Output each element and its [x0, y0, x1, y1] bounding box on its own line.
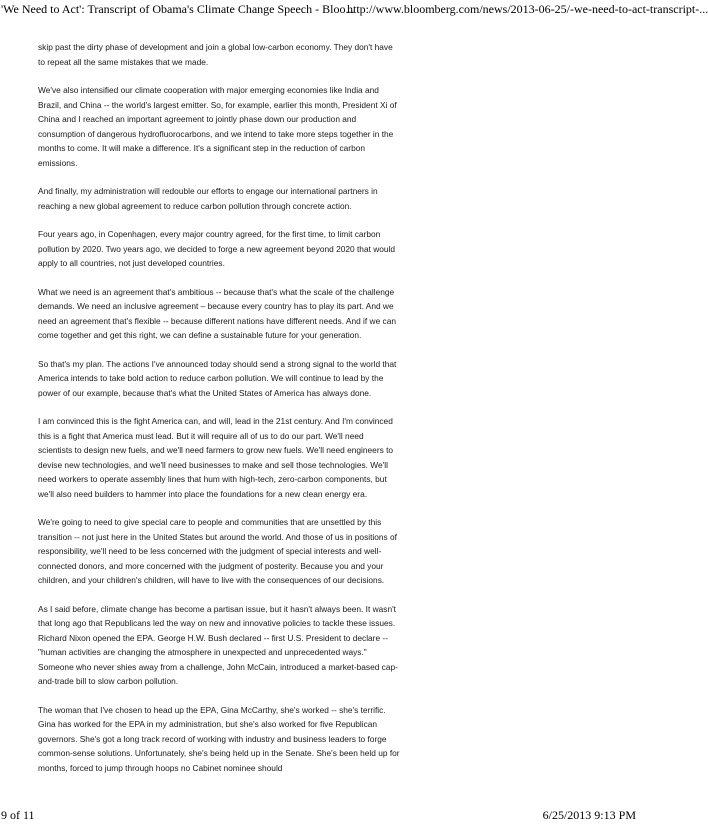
print-header [0, 0, 708, 18]
paragraph: As I said before, climate change has become a partisan issue, but it hasn't always been. It wasn't that long ago that Republicans led the way on new and innovative policies to tackle these issues. Richard Nixon opened the EPA. George H.W. Bush declared -- first U.S. President to declare -- "human activities are changing the atmosphere in unexpected and unprecedented ways." Someone who never shies away from a challenge, John McCain, introduced a market-based cap-and-trade bill to slow carbon pollution. [38, 603, 398, 686]
paragraph: I am convinced this is the fight America can, and will, lead in the 21st century. And I'm convinced this is a fight that America must lead. But it will require all of us to do our part. We'll need scientists to design new fuels, and we'll need farmers to grow new fuels. We'll need engineers to devise new technologies, and we'll need businesses to make and sell those technologies. We'll need workers to operate assembly lines that hum with high-tech, zero-carbon components, but we'll also need builders to hammer into place the foundations for a new clean energy era. [38, 416, 394, 499]
page-title: 'We Need to Act': Transcript of Obama's Climate Change Speech - Bloo... [1, 2, 355, 16]
page-number: 9 of 11 [1, 808, 35, 822]
paragraph: The woman that I've chosen to head up the EPA, Gina McCarthy, she's worked -- she's terrific. Gina has worked for the EPA in my administration, but she's also worked for five Republican governors. She's got a long track record of working with industry and business leaders to forge common-sense solutions. Unfortunately, she's being held up in the Senate. She's been held up for months, forced to jump through hoops no Cabinet nominee should [38, 704, 400, 773]
print-footer [0, 808, 638, 826]
article-body [38, 40, 400, 789]
paragraph: And finally, my administration will redouble our efforts to engage our international partners in reaching a new global agreement to reduce carbon pollution through concrete action. [38, 186, 378, 211]
paragraph: We're going to need to give special care to people and communities that are unsettled by this transition -- not just here in the United States but around the world. And those of us in positions of responsibility, we'll need to be less concerned with the judgment of special interests and well-connected donors, and more concerned with the judgment of posterity. Because you and your children, and your children's children, will have to live with the consequences of our decisions. [38, 517, 397, 585]
paragraph: We've also intensified our climate cooperation with major emerging economies like India and Brazil, and China -- the world's largest emitter. So, for example, earlier this month, President Xi of China and I reached an important agreement to jointly phase down our production and consumption of dangerous hydrofluorocarbons, and we intend to take more steps together in the months to come. It will make a difference. It's a significant step in the reduction of carbon emissions. [38, 85, 397, 168]
paragraph: What we need is an agreement that's ambitious -- because that's what the scale of the challenge demands. We need an inclusive agreement – because every country has to play its part. And we need an agreement that's flexible -- because different nations have different needs. And if we can come together and get this right, we can define a sustainable future for your generation. [38, 286, 396, 340]
print-timestamp: 6/25/2013 9:13 PM [542, 808, 636, 822]
paragraph: skip past the dirty phase of development and join a global low-carbon economy. They don't have to repeat all the same mistakes that we made. [38, 42, 393, 67]
paragraph: Four years ago, in Copenhagen, every major country agreed, for the first time, to limit carbon pollution by 2020. Two years ago, we decided to forge a new agreement beyond 2020 that would apply to all countries, not just developed countries. [38, 229, 396, 268]
paragraph: So that's my plan. The actions I've announced today should send a strong signal to the world that America intends to take bold action to reduce carbon pollution. We will continue to lead by the power of our example, because that's what the United States of America has always done. [38, 358, 397, 398]
page-url: http://www.bloomberg.com/news/2013-06-25/-we-need-to-act-transcript-... [347, 2, 708, 16]
